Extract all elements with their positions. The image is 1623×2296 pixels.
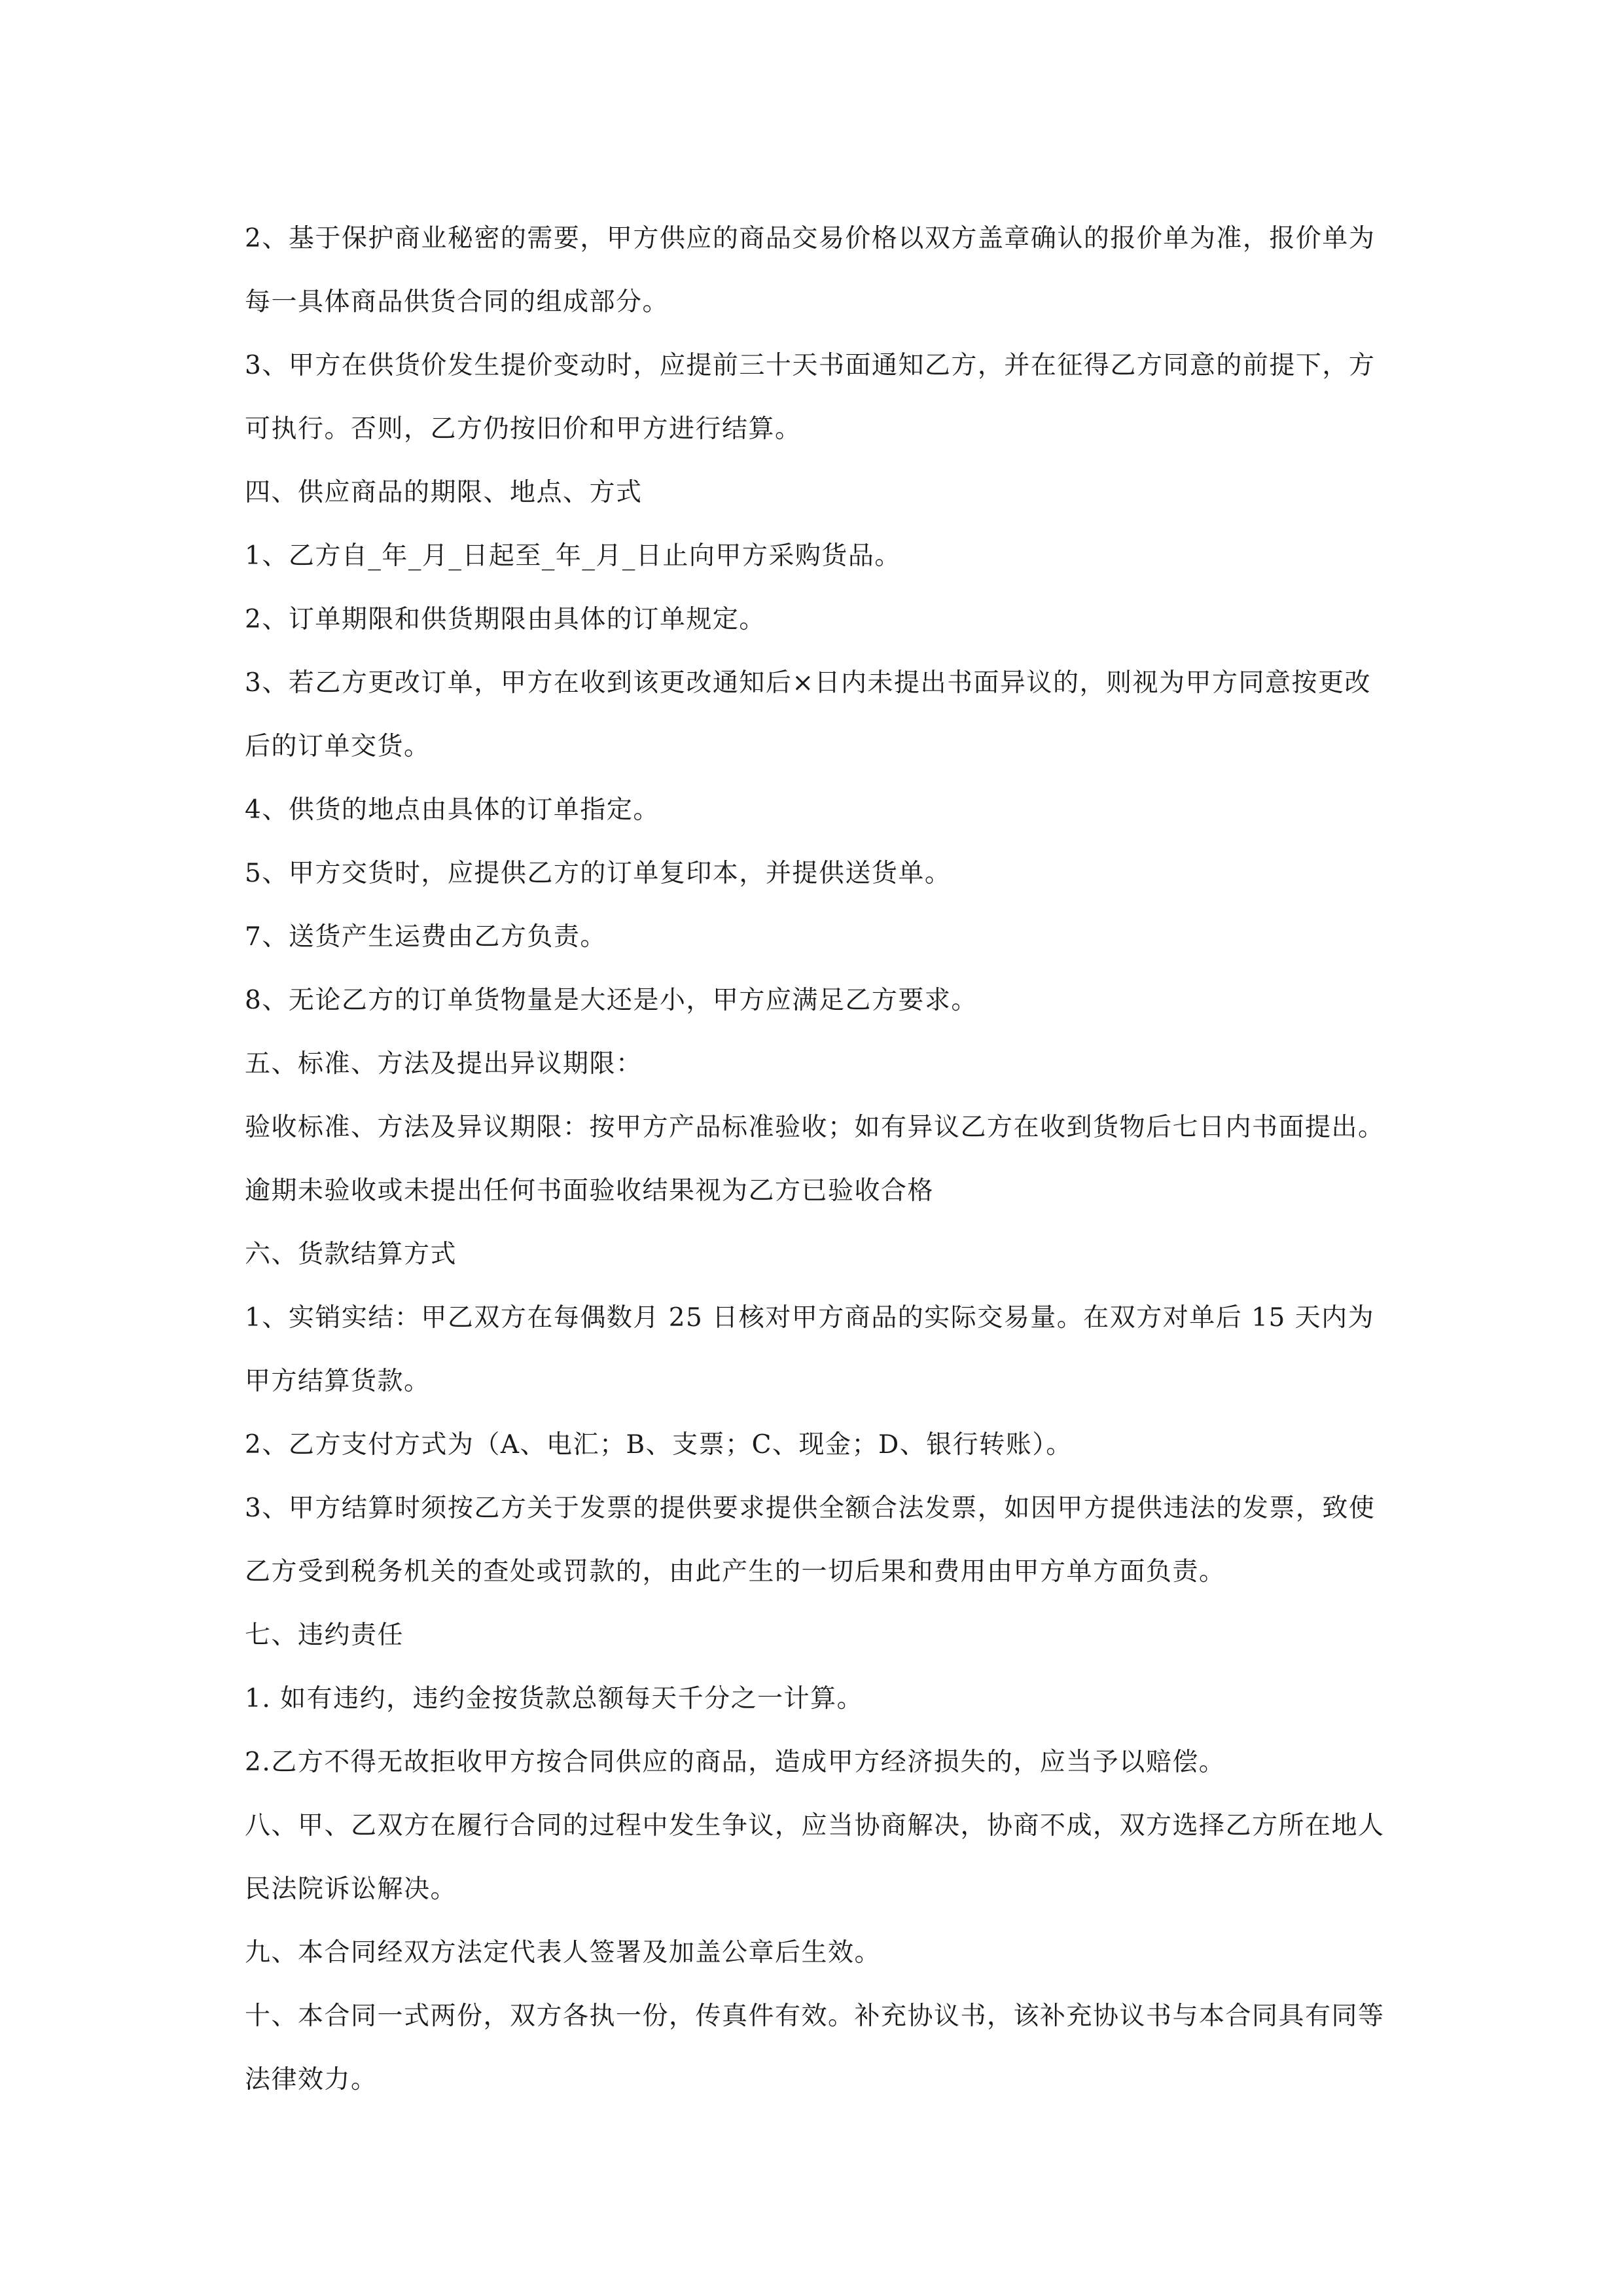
clause-invoice: 3、甲方结算时须按乙方关于发票的提供要求提供全额合法发票，如因甲方提供违法的发票，致使乙方受到税务机关的查处或罚款的，由此产生的一切后果和费用由甲方单方面负责。 xyxy=(245,1494,1376,1587)
clause-effectiveness: 九、本合同经双方法定代表人签署及加盖公章后生效。 xyxy=(245,1938,882,1967)
clause-order-quantity: 8、无论乙方的订单货物量是大还是小，甲方应满足乙方要求。 xyxy=(245,986,978,1015)
section-heading-standards: 五、标准、方法及提出异议期限： xyxy=(245,1049,643,1079)
clause-refusal-compensation: 2.乙方不得无故拒收甲方按合同供应的商品，造成甲方经济损失的，应当予以赔偿。 xyxy=(245,1748,1226,1777)
clause-payment-method: 2、乙方支付方式为（A、电汇；B、支票；C、现金；D、银行转账）。 xyxy=(245,1430,1073,1460)
section-heading-liability: 七、违约责任 xyxy=(245,1621,404,1650)
clause-freight: 7、送货产生运费由乙方负责。 xyxy=(245,922,607,952)
clause-order-change: 3、若乙方更改订单，甲方在收到该更改通知后×日内未提出书面异议的，则视为甲方同意按更改后的订单交货。 xyxy=(245,668,1371,761)
document-body xyxy=(245,207,1397,2111)
clause-purchase-period: 1、乙方自_年_月_日起至_年_月_日止向甲方采购货品。 xyxy=(245,541,901,571)
clause-price-change-notice: 3、甲方在供货价发生提价变动时，应提前三十天书面通知乙方，并在征得乙方同意的前提下，方可执行。否则，乙方仍按旧价和甲方进行结算。 xyxy=(245,351,1376,444)
clause-copies: 十、本合同一式两份，双方各执一份，传真件有效。补充协议书，该补充协议书与本合同具有同等法律效力。 xyxy=(245,2001,1385,2094)
clause-dispute-resolution: 八、甲、乙双方在履行合同的过程中发生争议，应当协商解决，协商不成，双方选择乙方所在地人民法院诉讼解决。 xyxy=(245,1811,1385,1904)
clause-order-period: 2、订单期限和供货期限由具体的订单规定。 xyxy=(245,605,766,634)
clause-penalty: 1. 如有违约，违约金按货款总额每天千分之一计算。 xyxy=(245,1684,864,1713)
clause-delivery-location: 4、供货的地点由具体的订单指定。 xyxy=(245,795,660,825)
clause-delivery-documents: 5、甲方交货时，应提供乙方的订单复印本，并提供送货单。 xyxy=(245,859,952,888)
clause-settlement: 1、实销实结：甲乙双方在每偶数月 25 日核对甲方商品的实际交易量。在双方对单后 15 天内为甲方结算货款。 xyxy=(245,1303,1375,1396)
clause-acceptance: 验收标准、方法及异议期限：按甲方产品标准验收；如有异议乙方在收到货物后七日内书面提出。逾期未验收或未提出任何书面验收结果视为乙方已验收合格 xyxy=(245,1113,1385,1206)
clause-price-confirmation: 2、基于保护商业秘密的需要，甲方供应的商品交易价格以双方盖章确认的报价单为准，报价单为每一具体商品供货合同的组成部分。 xyxy=(245,224,1376,317)
section-heading-payment: 六、货款结算方式 xyxy=(245,1240,457,1269)
section-heading-supply-terms: 四、供应商品的期限、地点、方式 xyxy=(245,478,643,507)
